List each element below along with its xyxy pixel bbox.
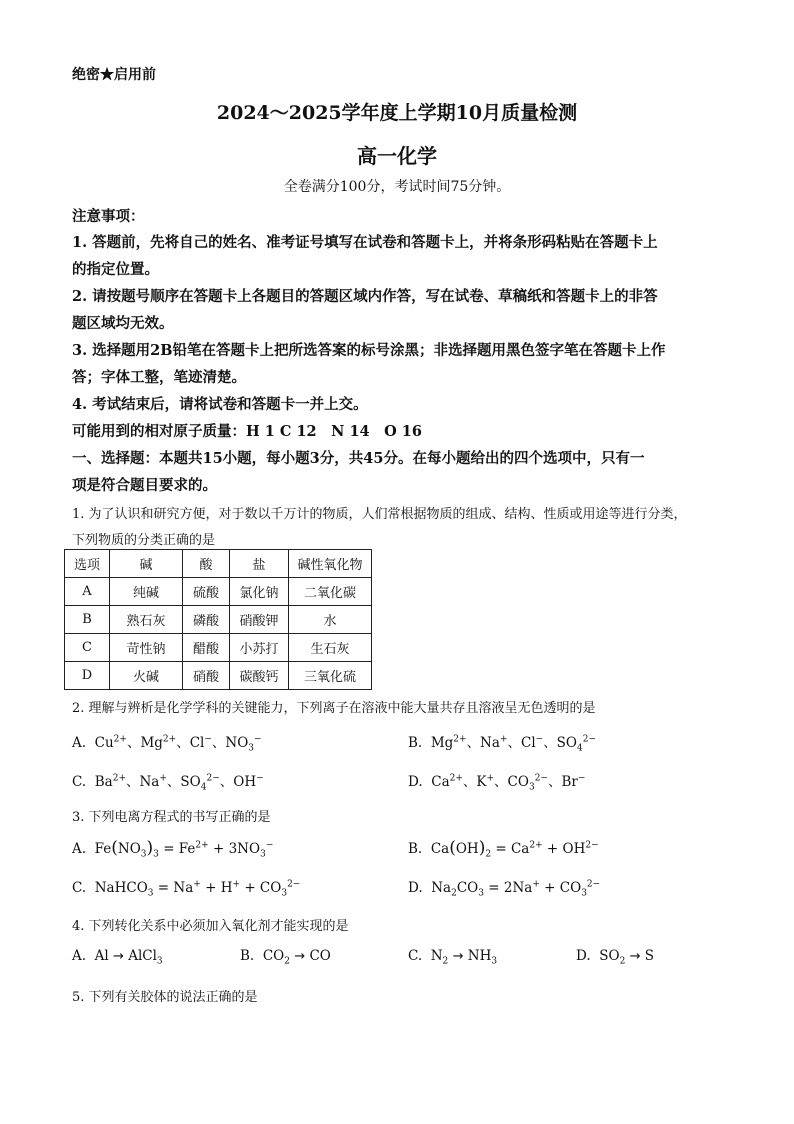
q1-stem-line-1: 1. 为了认识和研究方便，对于数以千万计的物质，人们常根据物质的组成、结构、性质或用途等进行分类，	[72, 507, 687, 522]
table-cell: 硝酸	[183, 662, 230, 690]
option-letter: B.	[240, 948, 255, 964]
table-row	[65, 634, 372, 662]
formula: $Na_2CO_3 = 2Na^+ + CO_3^{2-}$	[431, 879, 601, 899]
table-cell: B	[65, 606, 110, 634]
q3-option-b	[408, 838, 599, 858]
arrow-icon: →	[452, 949, 464, 964]
table-row	[65, 606, 372, 634]
q2-option-b	[408, 731, 597, 754]
q4-option-d	[576, 948, 655, 967]
option-letter: B.	[408, 841, 423, 857]
table-cell: 苛性钠	[110, 634, 183, 662]
formula: $Ca^{2+}$、K+、$CO_3^{2-}$、Br−	[431, 773, 586, 793]
table-cell: 硫酸	[183, 578, 230, 606]
classification-table	[64, 549, 372, 690]
arrow-icon: →	[113, 949, 124, 964]
section1-line-2: 项是符合题目要求的。	[72, 477, 217, 494]
table-header-row	[65, 550, 372, 578]
subject-title: 高一化学	[357, 144, 437, 168]
option-letter: D.	[408, 774, 423, 790]
table-cell: A	[65, 578, 110, 606]
note-3-line-2: 答；字体工整，笔迹清楚。	[72, 369, 246, 386]
table-cell: 醋酸	[183, 634, 230, 662]
q2-option-d	[408, 770, 586, 793]
confidential-label: 绝密★启用前	[72, 67, 156, 83]
formula: $Cu^{2+}$、$Mg^{2+}$、Cl−、$NO_3^-$	[94, 734, 262, 754]
exam-title: 2024～2025学年度上学期10月质量检测	[216, 102, 578, 124]
note-1-line-2: 的指定位置。	[72, 261, 159, 278]
formula: NaHCO$_3$ = $Na^+ + H^+ + CO_3^{2-}$	[94, 879, 301, 899]
formula: $Ba^{2+}$、Na+、$SO_4^{2-}$、OH−	[94, 773, 264, 793]
table-header-cell: 选项	[65, 550, 110, 578]
section1-line-1: 一、选择题：本题共15小题，每小题3分，共45分。在每小题给出的四个选项中，只有一	[72, 450, 645, 467]
note-4: 4. 考试结束后，请将试卷和答题卡一并上交。	[72, 396, 368, 413]
table-header-cell: 盐	[230, 550, 289, 578]
note-2-line-2: 题区域均无效。	[72, 315, 174, 332]
q2-option-c	[72, 770, 264, 793]
table-cell: 水	[289, 606, 372, 634]
arrow-icon: →	[629, 949, 641, 964]
q5-stem: 5. 下列有关胶体的说法正确的是	[72, 990, 258, 1005]
q3-option-c	[72, 879, 301, 899]
table-cell: 生石灰	[289, 634, 372, 662]
option-letter: A.	[72, 735, 87, 751]
option-letter: A.	[72, 841, 87, 857]
table-header-cell: 碱	[110, 550, 183, 578]
q2-option-a	[72, 731, 262, 754]
q2-stem: 2. 理解与辨析是化学学科的关键能力，下列离子在溶液中能大量共存且溶液呈无色透明的是	[72, 701, 596, 716]
formula: $Ca(OH)_2 = Ca^{2+} + OH^{2-}$	[430, 838, 599, 860]
table-cell: 二氧化碳	[289, 578, 372, 606]
table-cell: 氯化钠	[230, 578, 289, 606]
option-letter: A.	[72, 948, 87, 964]
table-cell: C	[65, 634, 110, 662]
table-cell: 小苏打	[230, 634, 289, 662]
formula: $Fe(NO_3)_3 = Fe^{2+} + 3NO_3^-$	[94, 838, 274, 860]
note-2-line-1: 2. 请按题号顺序在答题卡上各题目的答题区域内作答，写在试卷、草稿纸和答题卡上的非答	[72, 288, 658, 305]
option-letter: B.	[408, 735, 423, 751]
arrow-icon: →	[294, 949, 306, 964]
formula: $SO_2 \to S$	[599, 948, 655, 967]
table-header-cell: 酸	[183, 550, 230, 578]
option-letter: C.	[72, 774, 87, 790]
atomic-masses: 可能用到的相对原子质量：H 1 C 12 N 14 O 16	[72, 423, 422, 440]
table-cell: 三氧化硫	[289, 662, 372, 690]
notes-heading: 注意事项：	[72, 208, 145, 225]
q4-option-b	[240, 948, 331, 967]
q4-option-c	[408, 948, 498, 967]
note-3-line-1: 3. 选择题用2B铅笔在答题卡上把所选答案的标号涂黑；非选择题用黑色签字笔在答题卡上作	[72, 342, 666, 359]
formula: $Mg^{2+}$、Na+、Cl−、$SO_4^{2-}$	[430, 734, 597, 754]
table-cell: 火碱	[110, 662, 183, 690]
q3-option-d	[408, 879, 601, 899]
option-letter: D.	[408, 880, 423, 896]
exam-info: 全卷满分100分，考试时间75分钟。	[283, 179, 511, 195]
table-cell: 熟石灰	[110, 606, 183, 634]
q1-stem-line-2: 下列物质的分类正确的是	[72, 533, 216, 548]
note-1-line-1: 1. 答题前，先将自己的姓名、准考证号填写在试卷和答题卡上，并将条形码粘贴在答题卡上	[72, 234, 658, 251]
table-cell: 硝酸钾	[230, 606, 289, 634]
option-letter: C.	[72, 880, 87, 896]
q3-option-a	[72, 838, 273, 858]
table-cell: D	[65, 662, 110, 690]
table-cell: 磷酸	[183, 606, 230, 634]
option-letter: C.	[408, 948, 423, 964]
q4-stem: 4. 下列转化关系中必须加入氧化剂才能实现的是	[72, 919, 349, 934]
table-cell: 纯碱	[110, 578, 183, 606]
table-row	[65, 662, 372, 690]
q3-stem: 3. 下列电离方程式的书写正确的是	[72, 810, 271, 825]
formula: Al → AlCl$_3$	[94, 948, 163, 967]
option-letter: D.	[576, 948, 591, 964]
formula: $CO_2$ → CO	[262, 948, 331, 967]
table-header-cell: 碱性氧化物	[289, 550, 372, 578]
q4-option-a	[72, 948, 163, 967]
formula: $N_2 \to NH_3$	[430, 948, 498, 967]
table-cell: 碳酸钙	[230, 662, 289, 690]
table-row	[65, 578, 372, 606]
